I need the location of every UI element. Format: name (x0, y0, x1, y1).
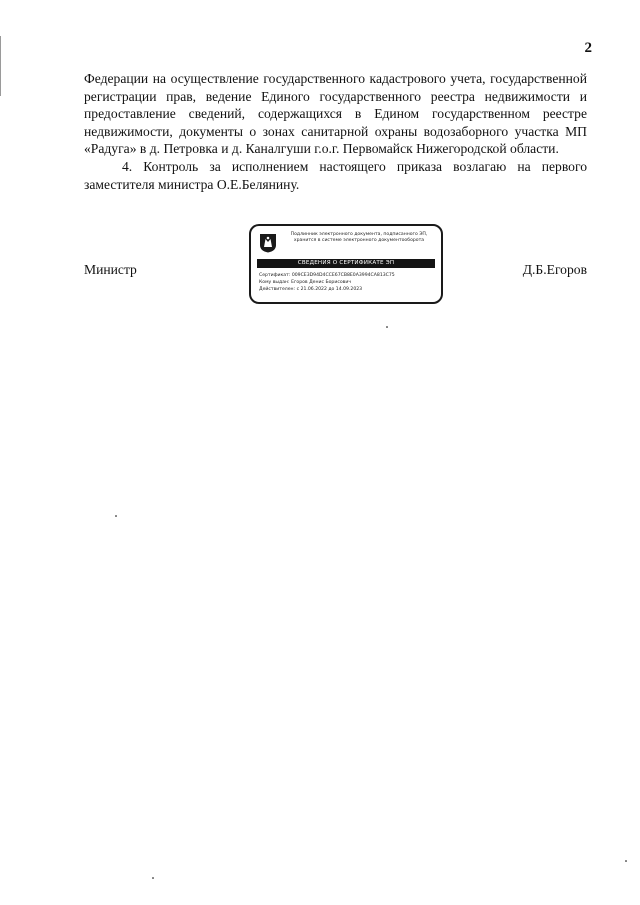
validity-row (259, 286, 435, 293)
signatory-name: Д.Б.Егоров (522, 262, 587, 277)
electronic-signature-stamp (249, 224, 443, 304)
scan-speck (152, 877, 154, 879)
stamp-band-title: СВЕДЕНИЯ О СЕРТИФИКАТЕ ЭП (257, 259, 435, 268)
body-paragraph-1: Федерации на осуществление государственного кадастрового учета, государственной регистрации прав, ведение Единого государственного реестра недвижимости и предоставление сведений, содержащихся в Едином государственном реестре недвижимости, документы о зонах санитарной охраны водозаборного участка МП «Радуга» в д. Петровка и д. Каналгуши г.о.г. Первомайск Нижегородской области. (84, 71, 587, 157)
certificate-row (259, 272, 435, 279)
issued-to-value: Егоров Денис Борисович (291, 280, 352, 285)
scan-speck (386, 326, 388, 328)
issued-to-label: Кому выдан: (259, 280, 290, 285)
certificate-label: Сертификат: (259, 273, 291, 278)
validity-value: с 21.06.2022 до 14.09.2023 (296, 287, 363, 292)
stamp-header-line-2: хранится в системе электронного документооборота (293, 238, 425, 243)
signatory-title: Министр (84, 262, 137, 277)
scan-edge-mark (0, 36, 1, 96)
document-body (84, 70, 587, 193)
certificate-value: 009CE3D94D4CCE67CB8E0A3994CA813C75 (291, 273, 395, 278)
coat-of-arms-icon (259, 233, 277, 253)
page-number: 2 (584, 40, 592, 56)
scan-speck (115, 515, 117, 517)
issued-to-row (259, 279, 435, 286)
stamp-details (259, 272, 435, 293)
validity-label: Действителен: (259, 287, 296, 292)
scan-speck (625, 860, 627, 862)
stamp-header-line-1: Подлинник электронного документа, подписанного ЭП, (290, 232, 428, 237)
body-paragraph-2: 4. Контроль за исполнением настоящего приказа возлагаю на первого заместителя министра О.Е.Белянину. (84, 158, 587, 192)
stamp-header (283, 232, 435, 244)
